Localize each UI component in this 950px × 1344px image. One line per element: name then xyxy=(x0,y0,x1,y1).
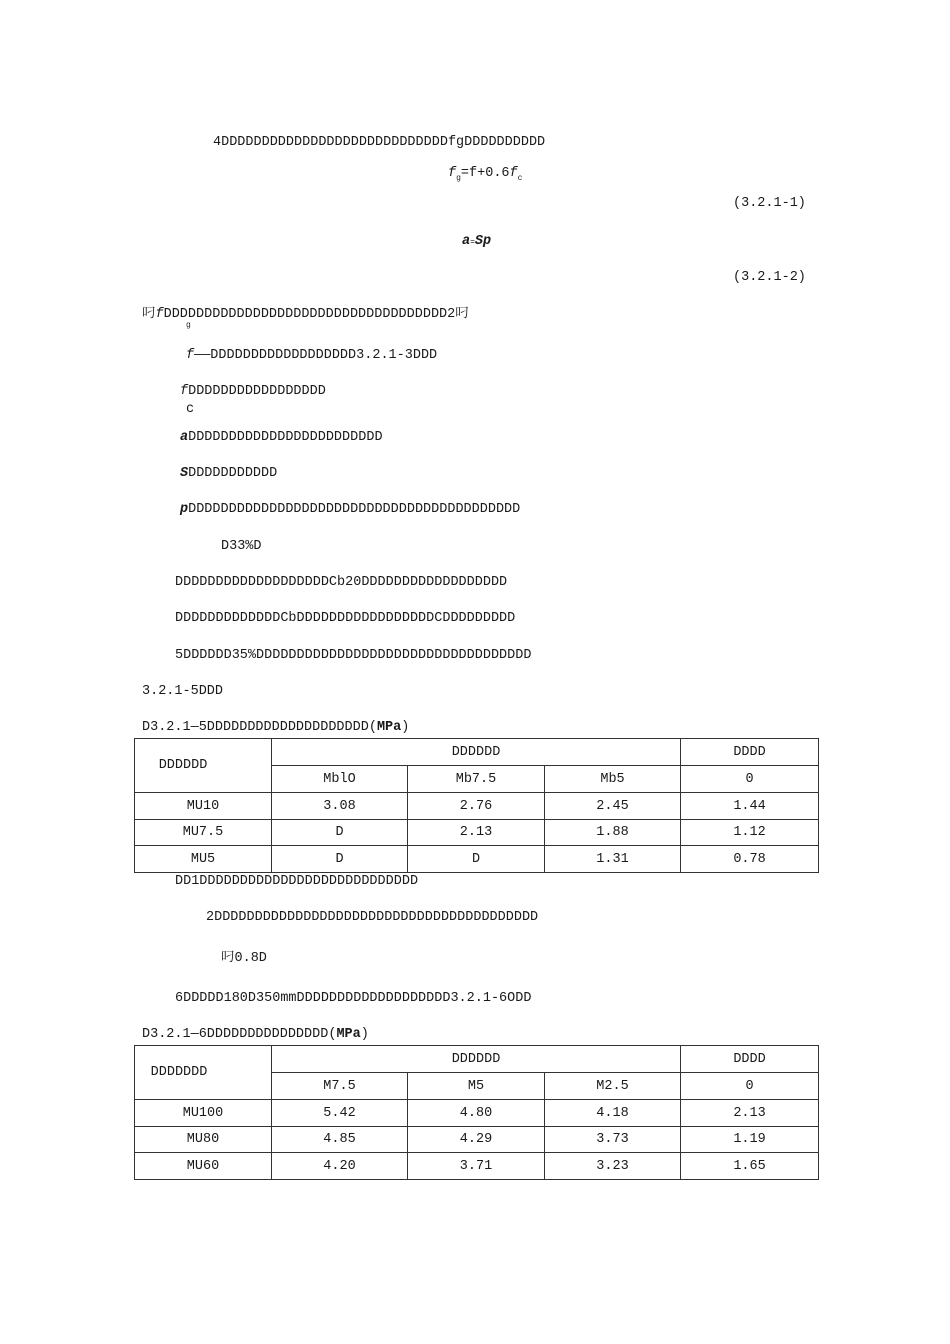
def-fc-subscript: c xyxy=(186,402,195,417)
formula-fg: f xyxy=(448,166,457,181)
table5-col-header: MblO xyxy=(272,766,408,793)
equation-number-2: (3.2.1-2) xyxy=(733,270,806,285)
formula-sp: Sp xyxy=(474,234,492,249)
definition-f xyxy=(186,347,437,365)
def-s-symbol: S xyxy=(180,466,189,481)
table6-cell: 4.20 xyxy=(272,1153,408,1180)
table6-col-header: M7.5 xyxy=(272,1073,408,1100)
table6-caption xyxy=(142,1026,369,1044)
table5-caption xyxy=(142,719,409,737)
formula-fc: f xyxy=(509,166,518,181)
table-3-2-1-5 xyxy=(134,738,819,873)
table5-row-label: MU10 xyxy=(135,793,272,820)
table5-corner-text: DDDDDD xyxy=(158,758,208,773)
table5-cell: 2.45 xyxy=(545,793,681,820)
table6-cell: 4.80 xyxy=(408,1100,545,1127)
table5-cell: D xyxy=(272,846,408,873)
formula-alpha: a xyxy=(462,234,471,249)
table-row xyxy=(135,846,819,873)
table5-col-header: 0 xyxy=(681,766,819,793)
table5-cell: 1.31 xyxy=(545,846,681,873)
paragraph-6: 6DDDDD180D350mmDDDDDDDDDDDDDDDDDDD3.2.1-6ODD xyxy=(175,991,532,1006)
where-subscript: g xyxy=(186,321,191,330)
table6-col-header: M2.5 xyxy=(545,1073,681,1100)
where-prefix: 叼 xyxy=(142,307,156,322)
table-row xyxy=(135,1127,819,1153)
def-s-text: DDDDDDDDDDD xyxy=(188,466,278,481)
table6-cell: 4.18 xyxy=(545,1100,681,1127)
table5-col-header: Mb7.5 xyxy=(408,766,545,793)
paragraph-ref-table5: 3.2.1-5DDD xyxy=(142,684,224,699)
where-suffix: 叼 xyxy=(455,307,469,322)
table5-cell: 1.44 xyxy=(681,793,819,820)
table6-cell: 2.13 xyxy=(681,1100,819,1127)
table5-cell: 2.76 xyxy=(408,793,545,820)
definition-s xyxy=(180,465,277,483)
table-row xyxy=(135,793,819,820)
table5-row-label: MU5 xyxy=(135,846,272,873)
table6-row-label: MU60 xyxy=(135,1153,272,1180)
note-2-cont: 叼0.8D xyxy=(221,951,267,966)
table5-cell: D xyxy=(272,820,408,846)
table6-cell: 3.71 xyxy=(408,1153,545,1180)
table6-corner-text: DDDDDDD xyxy=(150,1065,208,1080)
note-1: DD1DDDDDDDDDDDDDDDDDDDDDDDDDDD xyxy=(175,874,419,889)
paragraph-5: 5DDDDDD35%DDDDDDDDDDDDDDDDDDDDDDDDDDDDDDDDDD xyxy=(175,648,532,663)
definition-alpha xyxy=(180,429,383,447)
table5-caption-unit: MPa xyxy=(376,720,402,735)
table6-cell: 1.19 xyxy=(681,1127,819,1153)
def-fc-text: DDDDDDDDDDDDDDDDD xyxy=(188,384,326,399)
table-row xyxy=(135,1153,819,1180)
where-f: f xyxy=(155,307,164,322)
table-row xyxy=(135,1100,819,1127)
table5-cell: 3.08 xyxy=(272,793,408,820)
table5-last-header: DDDD xyxy=(681,739,819,766)
formula-3-2-1-1 xyxy=(448,165,522,184)
table6-cell: 1.65 xyxy=(681,1153,819,1180)
table5-caption-text: D3.2.1—5DDDDDDDDDDDDDDDDDDDD( xyxy=(142,720,377,735)
def-alpha-text: DDDDDDDDDDDDDDDDDDDDDDDD xyxy=(188,430,383,445)
formula-3-2-1-2 xyxy=(462,233,491,252)
formula-equals: = xyxy=(470,238,475,247)
table6-cell: 4.85 xyxy=(272,1127,408,1153)
table6-row-label: MU100 xyxy=(135,1100,272,1127)
def-f-text: ——DDDDDDDDDDDDDDDDDD3.2.1-3DDD xyxy=(194,348,438,363)
formula-rhs: =f+0.6 xyxy=(460,166,510,181)
table5-cell: 1.88 xyxy=(545,820,681,846)
table5-cell: 1.12 xyxy=(681,820,819,846)
table5-group-header: DDDDDD xyxy=(272,739,681,766)
equation-number-1: (3.2.1-1) xyxy=(733,196,806,211)
table6-caption-text: D3.2.1—6DDDDDDDDDDDDDDD( xyxy=(142,1027,337,1042)
definition-p xyxy=(180,501,520,519)
def-fc-symbol: f xyxy=(180,384,189,399)
def-p-symbol: p xyxy=(180,502,189,517)
table5-cell: 0.78 xyxy=(681,846,819,873)
definition-p-cont: D33%D xyxy=(221,539,262,554)
table6-cell: 5.42 xyxy=(272,1100,408,1127)
table6-group-header: DDDDDD xyxy=(272,1046,681,1073)
paragraph-cb: DDDDDDDDDDDDDCbDDDDDDDDDDDDDDDDDCDDDDDDDDD xyxy=(175,611,516,626)
table6-cell: 3.23 xyxy=(545,1153,681,1180)
table6-cell: 3.73 xyxy=(545,1127,681,1153)
where-text: DDDDDDDDDDDDDDDDDDDDDDDDDDDDDDDDDDD2 xyxy=(163,307,456,322)
table5-row-label: MU7.5 xyxy=(135,820,272,846)
paragraph-4: 4DDDDDDDDDDDDDDDDDDDDDDDDDDDDfgDDDDDDDDDD xyxy=(213,135,546,150)
table6-last-header: DDDD xyxy=(681,1046,819,1073)
table6-col-header: 0 xyxy=(681,1073,819,1100)
where-line xyxy=(142,306,469,324)
table6-corner-header xyxy=(135,1046,272,1100)
table5-corner-header xyxy=(135,739,272,793)
table5-col-header: Mb5 xyxy=(545,766,681,793)
table-row xyxy=(135,820,819,846)
table6-cell: 4.29 xyxy=(408,1127,545,1153)
definition-fc xyxy=(180,383,326,401)
table6-col-header: M5 xyxy=(408,1073,545,1100)
formula-fg-sub: g xyxy=(456,174,461,183)
note-2: 2DDDDDDDDDDDDDDDDDDDDDDDDDDDDDDDDDDDDDDDD xyxy=(206,910,539,925)
table-3-2-1-6 xyxy=(134,1045,819,1180)
table6-caption-unit: MPa xyxy=(336,1027,361,1042)
def-alpha-symbol: a xyxy=(180,430,189,445)
paragraph-cb20: DDDDDDDDDDDDDDDDDDDCb20DDDDDDDDDDDDDDDDDD xyxy=(175,575,508,590)
def-p-text: DDDDDDDDDDDDDDDDDDDDDDDDDDDDDDDDDDDDDDDDD xyxy=(188,502,521,517)
table5-cell: 2.13 xyxy=(408,820,545,846)
table5-caption-close: ) xyxy=(401,720,410,735)
table5-cell: D xyxy=(408,846,545,873)
table6-caption-close: ) xyxy=(360,1027,369,1042)
def-f-symbol: f xyxy=(186,348,195,363)
formula-fc-sub: c xyxy=(517,174,523,183)
table6-row-label: MU80 xyxy=(135,1127,272,1153)
